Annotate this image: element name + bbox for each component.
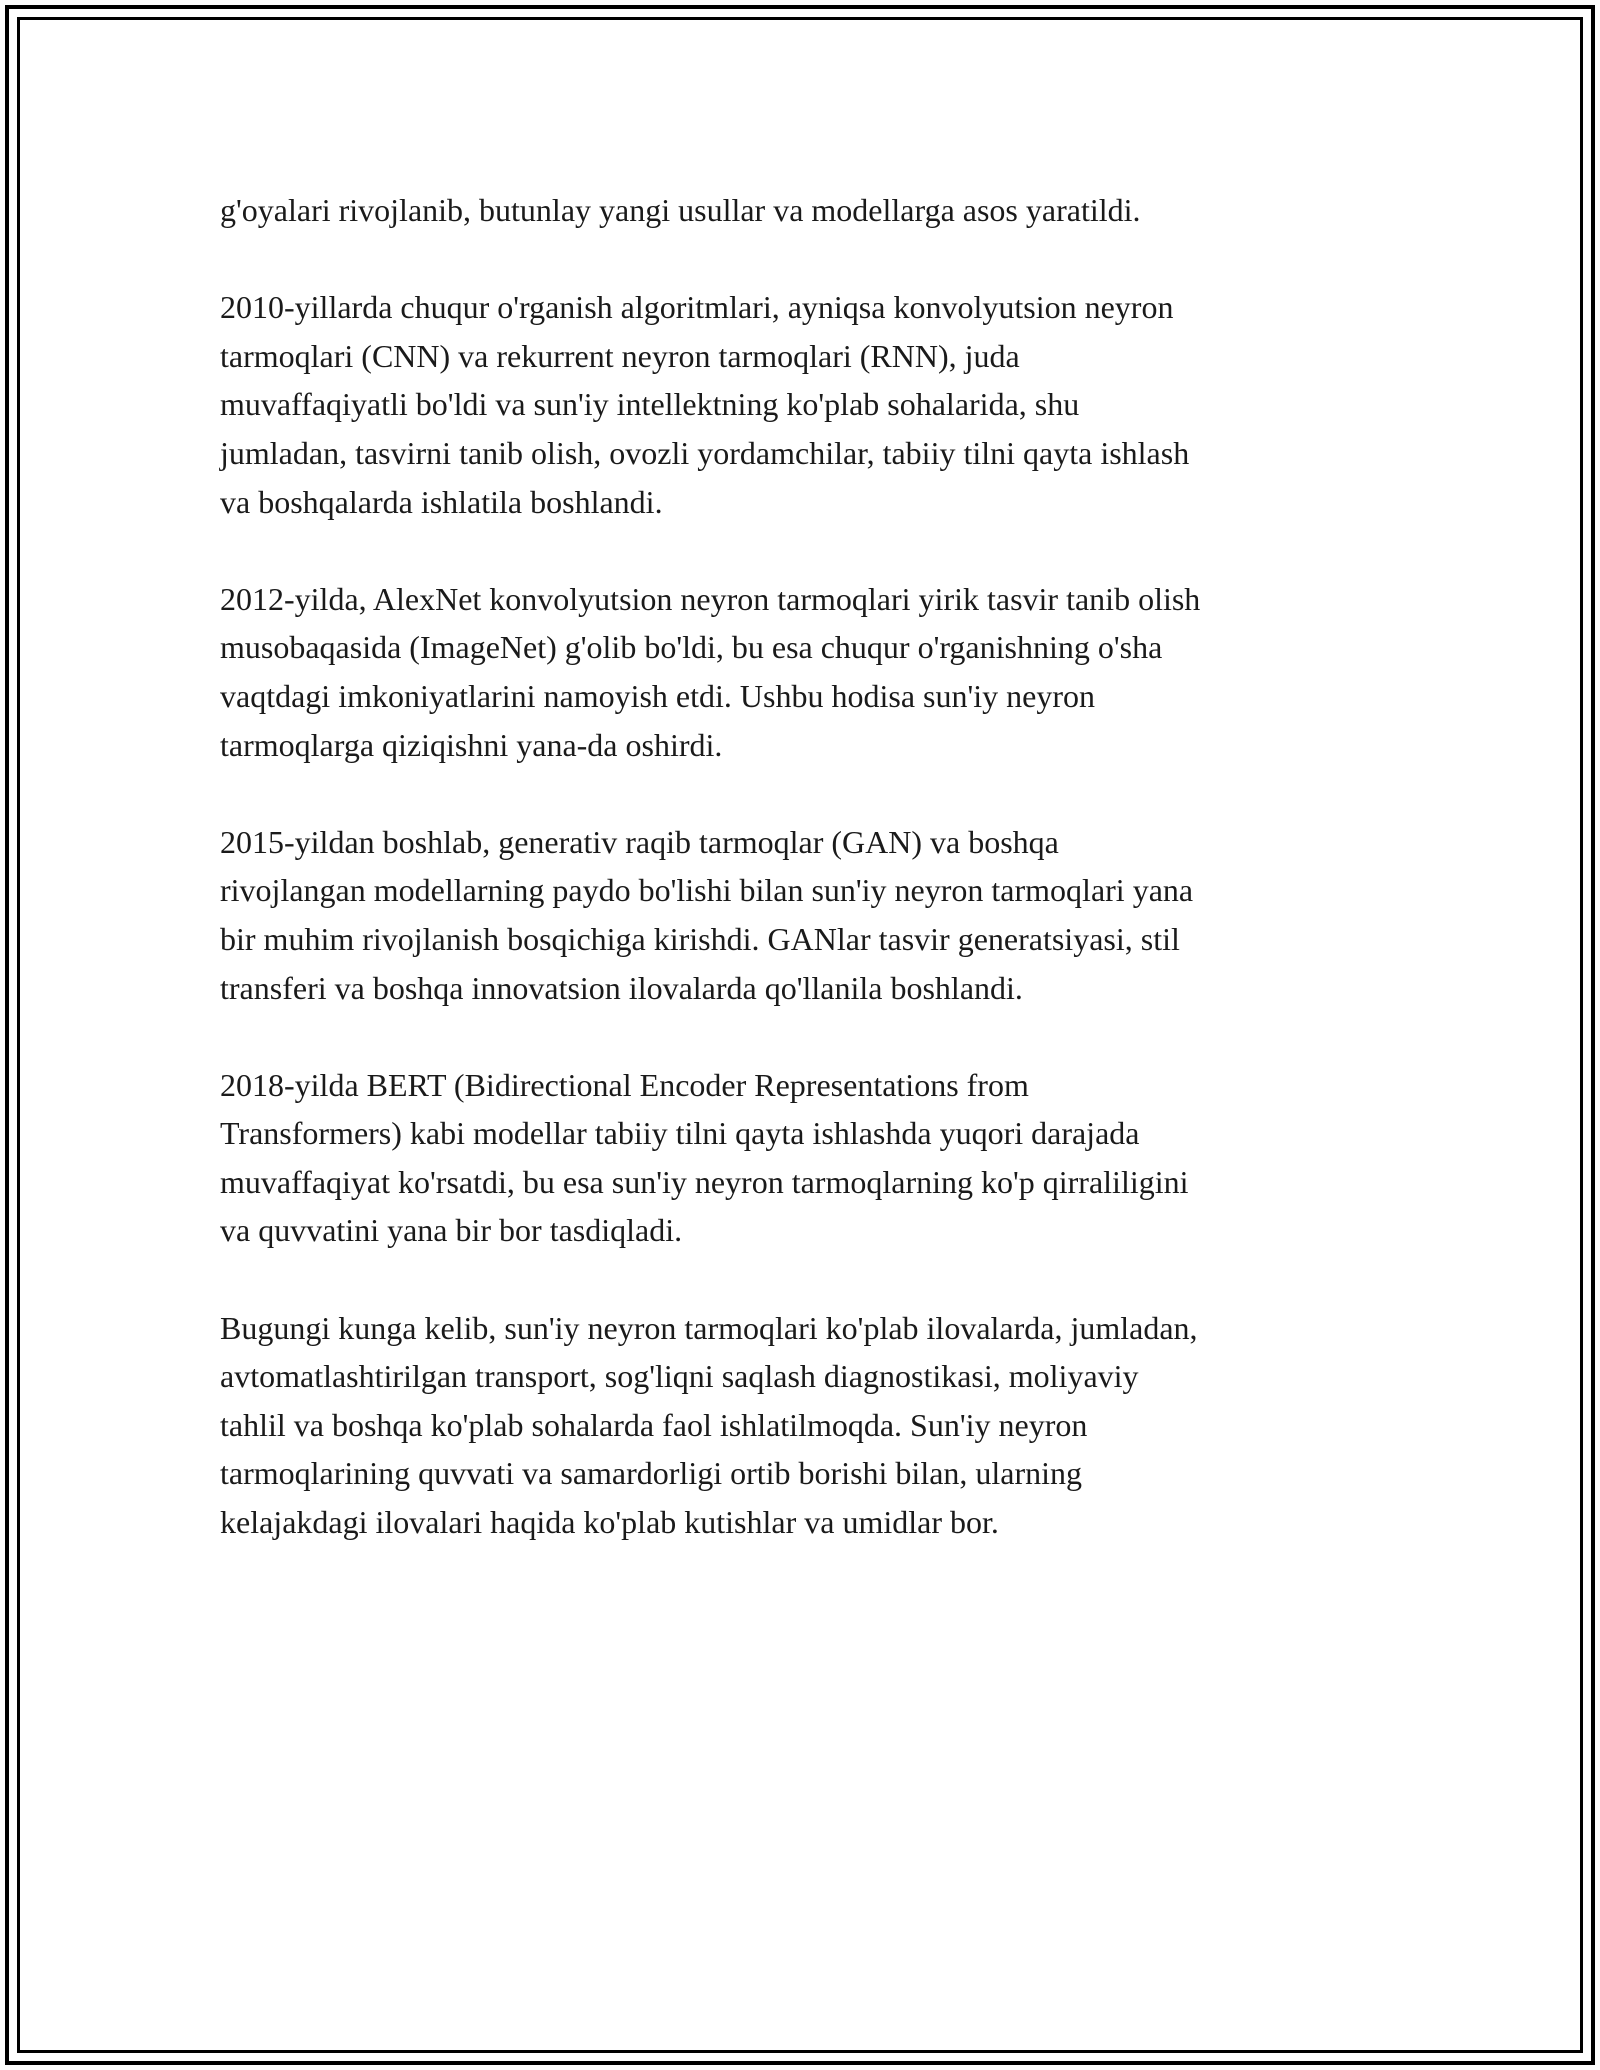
text-line: va boshqalarda ishlatila boshlandi. (220, 483, 663, 520)
text-line: tarmoqlari (CNN) va rekurrent neyron tarmoqlari (RNN), juda (220, 337, 1020, 374)
text-line: bir muhim rivojlanish bosqichiga kirishdi. GANlar tasvir generatsiyasi, stil (220, 920, 1180, 957)
text-line: va quvvatini yana bir bor tasdiqladi. (220, 1212, 683, 1249)
text-line: muvaffaqiyat ko'rsatdi, bu esa sun'iy neyron tarmoqlarning ko'p qirraliligini (220, 1163, 1189, 1200)
text-line: rivojlangan modellarning paydo bo'lishi bilan sun'iy neyron tarmoqlari yana (220, 872, 1194, 909)
text-line: tarmoqlarga qiziqishni yana-da oshirdi. (220, 726, 723, 763)
paragraph-2012-alexnet (220, 575, 1380, 769)
text-line: Bugungi kunga kelib, sun'iy neyron tarmoqlari ko'plab ilovalarda, jumladan, (220, 1309, 1198, 1346)
text-line: 2010-yillarda chuqur o'rganish algoritmlari, ayniqsa konvolyutsion neyron (220, 289, 1174, 326)
text-line: Transformers) kabi modellar tabiiy tilni qayta ishlashda yuqori darajada (220, 1115, 1140, 1152)
text-line: avtomatlashtirilgan transport, sog'liqni saqlash diagnostikasi, moliyaviy (220, 1358, 1139, 1395)
text-line: muvaffaqiyatli bo'ldi va sun'iy intellektning ko'plab sohalarida, shu (220, 386, 1080, 423)
text-line: tahlil va boshqa ko'plab sohalarda faol ishlatilmoqda. Sun'iy neyron (220, 1406, 1088, 1443)
text-line: 2015-yildan boshlab, generativ raqib tarmoqlar (GAN) va boshqa (220, 823, 1059, 860)
text-line: 2018-yilda BERT (Bidirectional Encoder Representations from (220, 1066, 1029, 1103)
text-line: 2012-yilda, AlexNet konvolyutsion neyron tarmoqlari yirik tasvir tanib olish (220, 580, 1201, 617)
paragraph-2018-bert (220, 1061, 1380, 1255)
text-line: tarmoqlarining quvvati va samardorligi ortib borishi bilan, ularning (220, 1455, 1083, 1492)
document-body (220, 186, 1380, 1547)
text-line: transferi va boshqa innovatsion ilovalarda qo'llanila boshlandi. (220, 969, 1023, 1006)
paragraph-2015-gan (220, 818, 1380, 1012)
paragraph-2010-deep-learning (220, 283, 1380, 526)
paragraph-1 (220, 186, 1380, 235)
text-line: musobaqasida (ImageNet) g'olib bo'ldi, bu esa chuqur o'rganishning o'sha (220, 629, 1163, 666)
text-line: jumladan, tasvirni tanib olish, ovozli yordamchilar, tabiiy tilni qayta ishlash (220, 434, 1190, 471)
paragraph-today-applications (220, 1304, 1380, 1547)
text-line: kelajakdagi ilovalari haqida ko'plab kutishlar va umidlar bor. (220, 1504, 999, 1541)
text-line: g'oyalari rivojlanib, butunlay yangi usullar va modellarga asos yaratildi. (220, 192, 1141, 228)
text-line: vaqtdagi imkoniyatlarini namoyish etdi. Ushbu hodisa sun'iy neyron (220, 677, 1095, 714)
